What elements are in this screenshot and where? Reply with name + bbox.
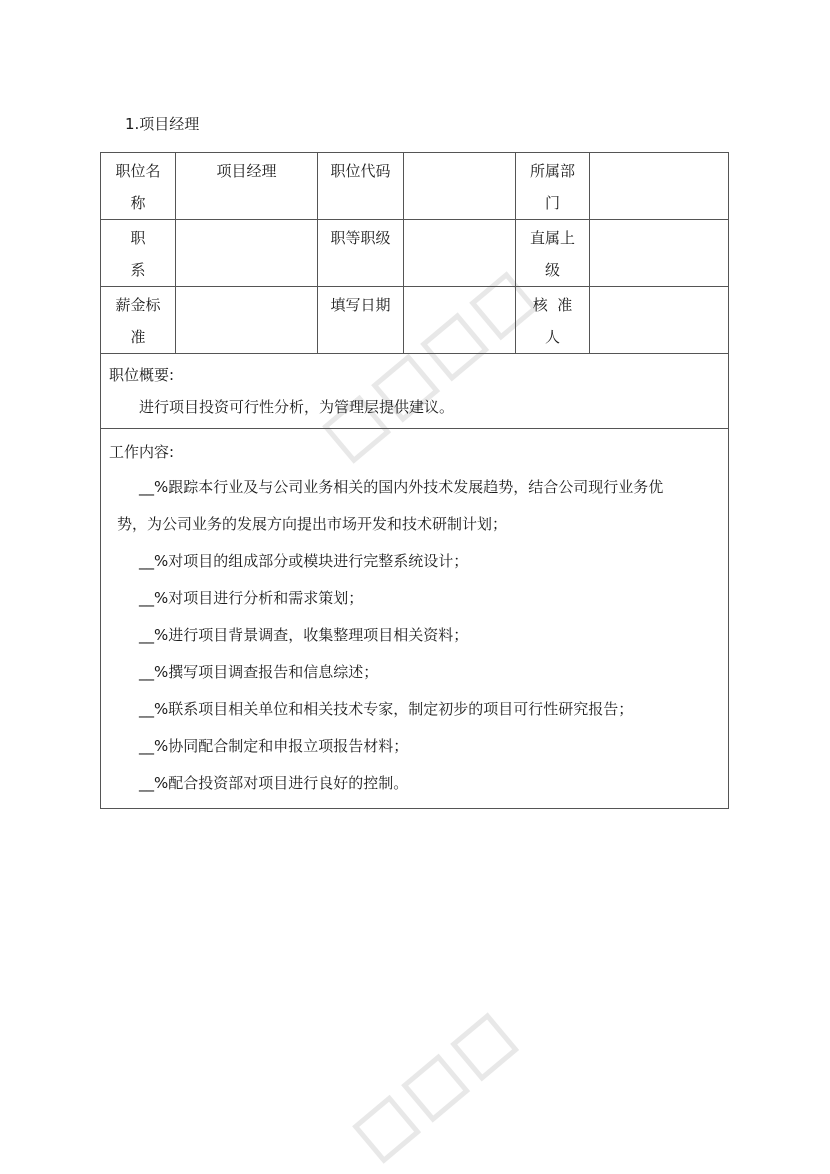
duty-item: __%协同配合制定和申报立项报告材料； bbox=[139, 737, 409, 755]
label-position-name: 职位名 称 bbox=[101, 153, 176, 220]
duties-title: 工作内容: bbox=[109, 443, 175, 461]
table-row bbox=[101, 287, 729, 354]
duty-item: __%对项目进行分析和需求策划； bbox=[139, 589, 364, 607]
label-department: 所属部 门 bbox=[516, 153, 590, 220]
value-fill-date[interactable] bbox=[404, 287, 516, 354]
job-description-table bbox=[100, 152, 729, 809]
duty-item: __%跟踪本行业及与公司业务相关的国内外技术发展趋势，结合公司现行业务优 bbox=[139, 478, 664, 496]
table-row bbox=[101, 153, 729, 220]
label-job-grade: 职等职级 bbox=[318, 220, 404, 287]
table-row bbox=[101, 429, 729, 809]
label-fill-date: 填写日期 bbox=[318, 287, 404, 354]
label-approver: 核 准 人 bbox=[516, 287, 590, 354]
value-position-code[interactable] bbox=[404, 153, 516, 220]
summary-title: 职位概要: bbox=[109, 366, 175, 384]
label-direct-supervisor: 直属上 级 bbox=[516, 220, 590, 287]
value-job-family[interactable] bbox=[176, 220, 318, 287]
summary-text: 进行项目投资可行性分析，为管理层提供建议。 bbox=[139, 398, 455, 416]
duty-item-continuation: 势，为公司业务的发展方向提出市场开发和技术研制计划； bbox=[117, 515, 508, 533]
value-position-name: 项目经理 bbox=[176, 153, 318, 220]
value-department[interactable] bbox=[590, 153, 729, 220]
value-job-grade[interactable] bbox=[404, 220, 516, 287]
duty-item: __%进行项目背景调查，收集整理项目相关资料； bbox=[139, 626, 469, 644]
label-job-family: 职 系 bbox=[101, 220, 176, 287]
table-row bbox=[101, 354, 729, 429]
duty-item: __%对项目的组成部分或模块进行完整系统设计； bbox=[139, 552, 469, 570]
value-salary-standard[interactable] bbox=[176, 287, 318, 354]
table-row bbox=[101, 220, 729, 287]
value-direct-supervisor[interactable] bbox=[590, 220, 729, 287]
duty-item: __%撰写项目调查报告和信息综述； bbox=[139, 663, 379, 681]
label-salary-standard: 薪金标 准 bbox=[101, 287, 176, 354]
label-position-code: 职位代码 bbox=[318, 153, 404, 220]
duties-section bbox=[101, 429, 729, 809]
value-approver[interactable] bbox=[590, 287, 729, 354]
duty-item: __%联系项目相关单位和相关技术专家，制定初步的项目可行性研究报告； bbox=[139, 700, 634, 718]
duty-item: __%配合投资部对项目进行良好的控制。 bbox=[139, 774, 409, 792]
summary-section bbox=[101, 354, 729, 429]
section-heading: 1.项目经理 bbox=[125, 115, 200, 133]
